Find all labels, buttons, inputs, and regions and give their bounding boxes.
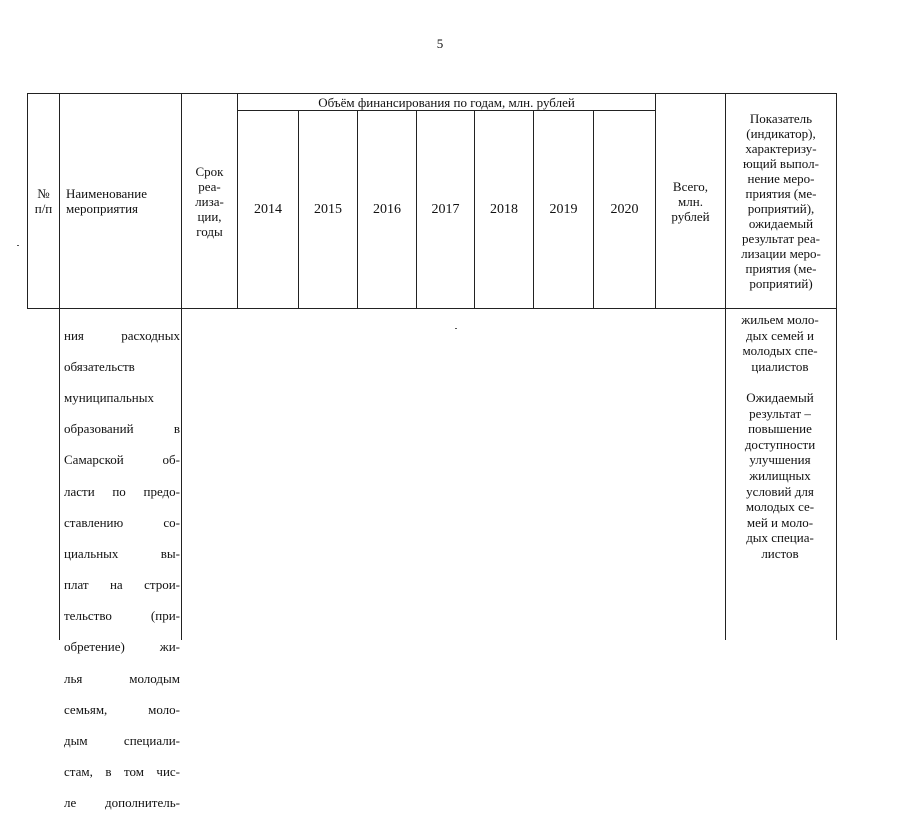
text-line: обретение) жи- [64,639,180,655]
text-line: ния расходных [64,327,180,343]
text-line: дым специали- [64,733,180,749]
header-number: № п/п [34,186,53,216]
text-line: Самарской об- [64,452,180,468]
text-line: плат на строи- [64,577,180,593]
header-year-2016: 2016 [373,202,401,217]
header-term: Срок реа- лиза- ции, годы [195,163,224,239]
text-line: обязательств [64,358,135,374]
header-year-2017: 2017 [431,202,460,217]
header-year-2020: 2020 [610,202,639,217]
page-number: 5 [436,36,444,51]
text-line: семьям, моло- [64,701,180,717]
text-line: циальных вы- [64,545,180,561]
scan-speck [17,245,19,246]
text-line: ле дополнитель- [64,795,180,811]
header-year-2019: 2019 [549,202,578,217]
header-funding-group: Объём финансирования по годам, млн. рублей [318,94,575,110]
measure-name-text [64,312,180,827]
text-line: лья молодым [64,670,180,686]
header-total: Всего, млн. рублей [671,178,710,224]
text-line: образований в [64,421,180,437]
header-year-2015: 2015 [314,202,342,217]
header-year-2014: 2014 [254,202,282,217]
header-name: Наименование мероприятия [66,186,147,216]
text-line: ласти по предо- [64,483,180,499]
text-line: ставлению со- [64,514,180,530]
text-line: стам, в том чис- [64,764,180,780]
header-year-2018: 2018 [490,202,518,217]
text-line: муниципальных [64,389,155,405]
scan-speck [455,328,457,329]
header-indicator: Показатель (индикатор), характеризу- ющий выпол- нение меро- приятия (ме- роприятий), ожидаемый результат реа- лизации меро- приятия (ме- роприятий) [741,111,821,291]
indicator-text: жильем моло- дых семей и молодых спе- циалистов Ожидаемый результат – повышение доступности улучшения жилищных условий для молодых се- мей и моло- дых специа- листов [741,312,819,561]
text-line: тельство (при- [64,608,180,624]
